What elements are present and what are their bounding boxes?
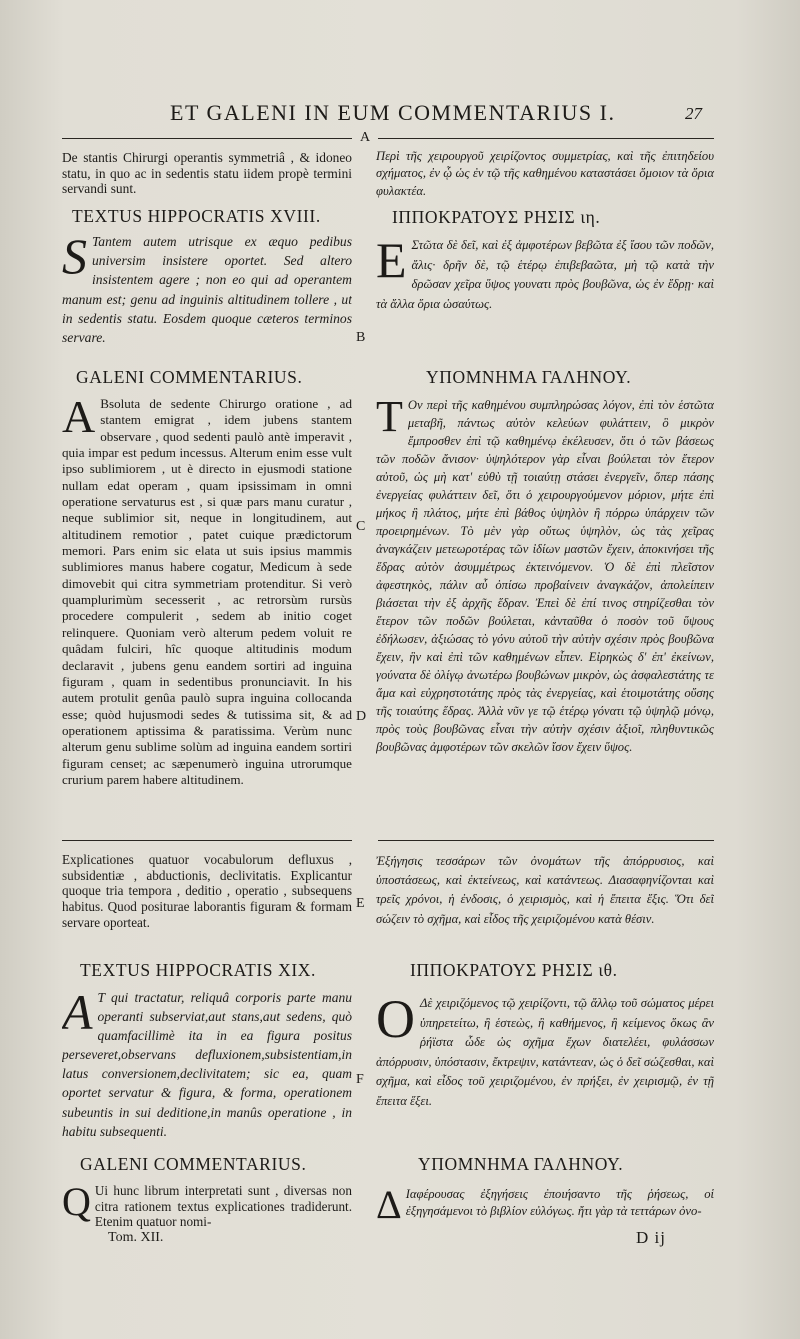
heading-rhesis-18: ΙΠΠΟΚΡΑΤΟΥΣ ΡΗΣΙΣ ιη.: [392, 207, 601, 227]
commentary-1: [62, 396, 352, 810]
mid-rule-left: [62, 840, 352, 841]
heading-textus-19: TEXTUS HIPPOCRATIS XIX.: [80, 960, 316, 980]
textus-19: [62, 988, 352, 1150]
running-header: [0, 100, 800, 130]
signature-mark: D ij: [636, 1228, 666, 1247]
commentary-2: [62, 1183, 352, 1233]
commentary-2-body: Ui hunc librum interpretati sunt , diversas non citra rationem textus explicationes tradiderunt. Etenim quatuor nomi-: [94, 1183, 352, 1230]
heading-rhesis-19: ΙΠΠΟΚΡΑΤΟΥΣ ΡΗΣΙΣ ιθ.: [410, 960, 618, 980]
textus-18-body: Tantem autem utrisque ex æquo pedibus universim insistere oportet. Sed altero insistentem agere ; non eo qui ad operantem manum est; genu ad inguinis altitudinem tollere , ut in sedentis statu. Eosdem quoque cæteros terminos servare.: [62, 234, 352, 346]
explicationes: Explicationes quatuor vocabulorum defluxus , subsidentiæ , abductionis, declivitatis. Explicantur quoque tria tempora , deditio , operatio , subsequens habitus. Quod positurae laborantis figuram & formam servare oporteat.: [62, 852, 352, 930]
mid-rule-right: [378, 840, 714, 841]
page-number: 27: [685, 104, 702, 123]
rhesis-18: [376, 236, 714, 346]
heading-hypomnema-1: ΥΠΟΜΝΗΜΑ ΓΑΛΗΝΟΥ.: [426, 367, 632, 387]
heading-galeni-commentarius-2: GALENI COMMENTARIUS.: [80, 1154, 307, 1174]
textus-19-body: T qui tractatur, reliquâ corporis parte manu operanti subserviat,aut stans,aut sedens, quò quamfacillimè ita in ea figura positus perseveret,observans defluxionem,subsistentiam,in latus conversionem,declivitatem; sic ea, quam oportet servatur & figura, & forma, operationem subeuntis in sui deditione,in manûs operatione , in habitu subsequenti.: [62, 990, 352, 1139]
heading-textus-18: TEXTUS HIPPOCRATIS XVIII.: [72, 206, 321, 226]
rhesis-19: [376, 994, 714, 1134]
hypomnema-1-body: Ον περὶ τῆς καθημένου συμπληρώσας λόγον, ἐπὶ τὸν ἑστῶτα μεταβῆ, πάντως αὐτὸν κελεύων φυλάττειν, ὃ μικρὸν ἔμπροσθεν ἐπὶ τῷ καθημένῳ ἐκέλευσεν, ὅτι ὁ τῶν βάσεως τῶν ποδῶν ἄνισον· ὑψηλότερον γὰρ εἶναι βούλεται τὸν ἕτερον αὐτοῦ, ὡς μὴ κατ' εὐθὺ τῇ τοιαύτῃ στάσει ἐνεργεῖν, ὅπερ πάσης ἐνεργείας φυλάττειν δεῖ, ὅτι ὁ χειρουργούμενον μόριον, μήτε ἐπὶ μήκος ἢ πλάτος, μήτε ἐπὶ βάθος ὑψηλὸν ἢ πόρρω ὑπάρχειν τῶν προειρημένων. Τὸ μὲν γὰρ οὕτως ὑψηλὸν, ὡς τὰς χεῖρας ἀναγκάζειν μετεωροτέρας τῶν ἰδίων μαστῶν ἔχειν, ἀποκινήσει τῆς ἕδρας αὐτὸν ἀσυμμέτρως ἐκτεινόμενον. Ὁ δὲ ἐπὶ πλεῖστον ἀφεστηκὸς, πάλιν αὖ ὀπίσω προβαίνειν ἀναγκάζον, ἀπολείπειν βιάσεται τὴν ἐξ ἀρχῆς ἕδραν. Ἐπεὶ δὲ ἐπί τινος στηρίζεσθαι τὸν ἕτερον τῶν ποδῶν βούλεται, κἀνταῦθα ὁ ποσὸν τοῦ ὕψους ἐδήλωσεν, ἀξιώσας τὸ γόνυ αὐτοῦ τὴν αὐτὴν σχέσιν πρὸς βουβῶνα ἔχειν, ἣν καὶ ἐπὶ τῶν καθημένων εἶπεν. Εἰρηκὼς δ' ἐπ' ἐκείνων, γούνατα δὲ ὀλίγῳ ἀνωτέρω βουβώνων μικρὸν, ὡς ἀσφαλεστάτης τε ἅμα καὶ εὐχρηστοτάτης πρὸς τὰς ἐνεργείας, καὶ ἑτοιμοτάτης οὔσης τῆς τοιαύτης ἕδρας. Ἀλλὰ νῦν γε τῷ ἑτέρῳ γόνατι τῷ ὑψηλῷ μόνῳ, πρὸς τοὺς βουβῶνας εἶναι τὴν αὐτὴν σχέσιν ἀξιοῖ, πληθυντικῶς βουβῶνας ἀμφοτέρων τῶν σκελῶν ἴσον ἔχειν ὕψος.: [376, 398, 714, 754]
volume-label: Tom. XII.: [108, 1230, 164, 1245]
margin-marker-e: E: [356, 896, 365, 911]
textus-18: [62, 232, 352, 362]
commentary-2-initial: Q: [62, 1183, 91, 1224]
margin-marker-c: C: [356, 519, 366, 534]
hypomnema-2-initial: Δ: [376, 1186, 402, 1226]
margin-marker-f: F: [356, 1072, 364, 1087]
top-rule-left: [62, 138, 352, 139]
textus-18-initial: S: [62, 232, 87, 284]
commentary-1-body: Bsoluta de sedente Chirurgo oratione , ad stantem emigrat , idem jubens stantem observare , quod sedenti paulò antè imperavit , quia impar est pedum incessus. Alterum enim esse vult ipso sublimiorem , ut è directo in ejusmodi statione nullam edat operam , quam ipsissimam in omni operatione servaturus est , si quæ pars manu curatur , neque sublimior sit, neque in longitudinem, aut altitudinem remotior , patet cuique prædictorum memori. Pars enim sic elata ut suis ipsius mammis sublimiores manus habere cogatur, Medicum à sede dimovebit qui citra symmetriam protenditur. Si verò quamplurimùm secesserit , ac retrorsùm rursùs procedere compulerit , sedem ab initio coget relinquere. Quoniam verò alterum pedem voluit re quâdam fulciri, hîc quoque altitudinis modum declaravit , jubens genu eandem sortiri ad inguina figuram , quam in sedentibus pronunciavit. In his autem protulit genûa paulò supra inguina collocanda esse; quòd hujusmodi sedes & tutissima sit, & ad operationem aptissima & paratissima. Verùm nunc alterum genu sublime solùm ad inguina eandem sortiri figuram censet; ac sæpenumerò inguina utrorumque crurium parem habere altitudinem.: [62, 396, 352, 787]
left-intro: De stantis Chirurgi operantis symmetriâ , & idoneo statu, in quo ac in sedentis statu iidem propè termini servandi sunt.: [62, 150, 352, 197]
textus-19-initial: A: [62, 988, 93, 1040]
rhesis-18-initial: Ε: [376, 236, 407, 288]
margin-marker-d: D: [356, 709, 367, 724]
right-intro: Περὶ τῆς χειρουργοῦ χειρίζοντος συμμετρίας, καὶ τῆς ἐπιτηδείου σχήματος, ἐν ᾧ ὡς ἐν τῷ τῆς καθημένου καταστάσει ὅμοιον τὰ ὅρια φυλακτέα.: [376, 149, 714, 198]
rhesis-18-body: Στῶτα δὲ δεῖ, καὶ ἐξ ἀμφοτέρων βεβῶτα ἐξ ἴσου τῶν ποδῶν, ἄλις· δρῆν δὲ, τῷ ἑτέρῳ ἐπιβεβαῶτα, μὴ τῷ κατὰ τὴν δρῶσαν χεῖρα ὕψος γουνατι πρὸς βουβῶνα, ὡς ἐν ἕδρῃ· καὶ τὰ ἄλλα ὅρια ὡσαύτως.: [376, 238, 714, 311]
margin-marker-b: B: [356, 330, 366, 345]
hypomnema-1-initial: Τ: [376, 396, 403, 441]
heading-hypomnema-2: ΥΠΟΜΝΗΜΑ ΓΑΛΗΝΟΥ.: [418, 1154, 624, 1174]
heading-galeni-commentarius-1: GALENI COMMENTARIUS.: [76, 367, 303, 387]
hypomnema-1: [376, 396, 714, 810]
running-title: ET GALENI IN EUM COMMENTARIUS I.: [170, 100, 616, 125]
hypomnema-2-body: Ιαφέρουσας ἐξηγήσεις ἐποιήσαντο τῆς ῥήσεως, οἱ ἐξηγησάμενοι τὸ βιβλίον εὐλόγως. ἤτι γὰρ τὰ τεττάρων ὀνο-: [405, 1187, 714, 1219]
rhesis-19-initial: Ο: [376, 994, 415, 1049]
margin-marker-a: A: [360, 130, 371, 145]
hypomnema-2: [376, 1186, 714, 1226]
top-rule-right: [378, 138, 714, 139]
commentary-1-initial: A: [62, 396, 96, 442]
rhesis-19-body: Δὲ χειριζόμενος τῷ χειρίζοντι, τῷ ἄλλῳ τοῦ σώματος μέρει ὑπηρετείτω, ἢ ἑστεὼς, ἢ καθήμενος, ἢ κείμενος ὅκως ἂν ῥήϊστα ὧδε ὡς σχῆμα ἔχων διατελέει, φυλάσσων ἀπόρρυσιν, ὑπόστασιν, ἔκτρεψιν, κατάντεαν, ὡς ὁ δεῖ σώζεσθαι, καὶ σχῆμα, καὶ εἶδος τοῦ χειριζομένου, ἐν πρήξει, ἐν χειρισμῷ, ἐν τῇ ἔπειτα ἕξει.: [376, 996, 714, 1108]
exegesis: Ἐξήγησις τεσσάρων τῶν ὀνομάτων τῆς ἀπόρρυσιος, καὶ ὑποστάσεως, καὶ ἐκτείνεως, καὶ κατάντεως. Διασαφηνίζονται καὶ τρεῖς χρόνοι, ἡ ἐνδοσις, ὁ χειρισμὸς, καὶ ἡ ἔπειτα ἕξις. Ὅτι δεῖ σώζειν τὸ σχῆμα, καὶ εἶδος τῆς χειριζομένου κατὰ θέσιν.: [376, 854, 714, 926]
